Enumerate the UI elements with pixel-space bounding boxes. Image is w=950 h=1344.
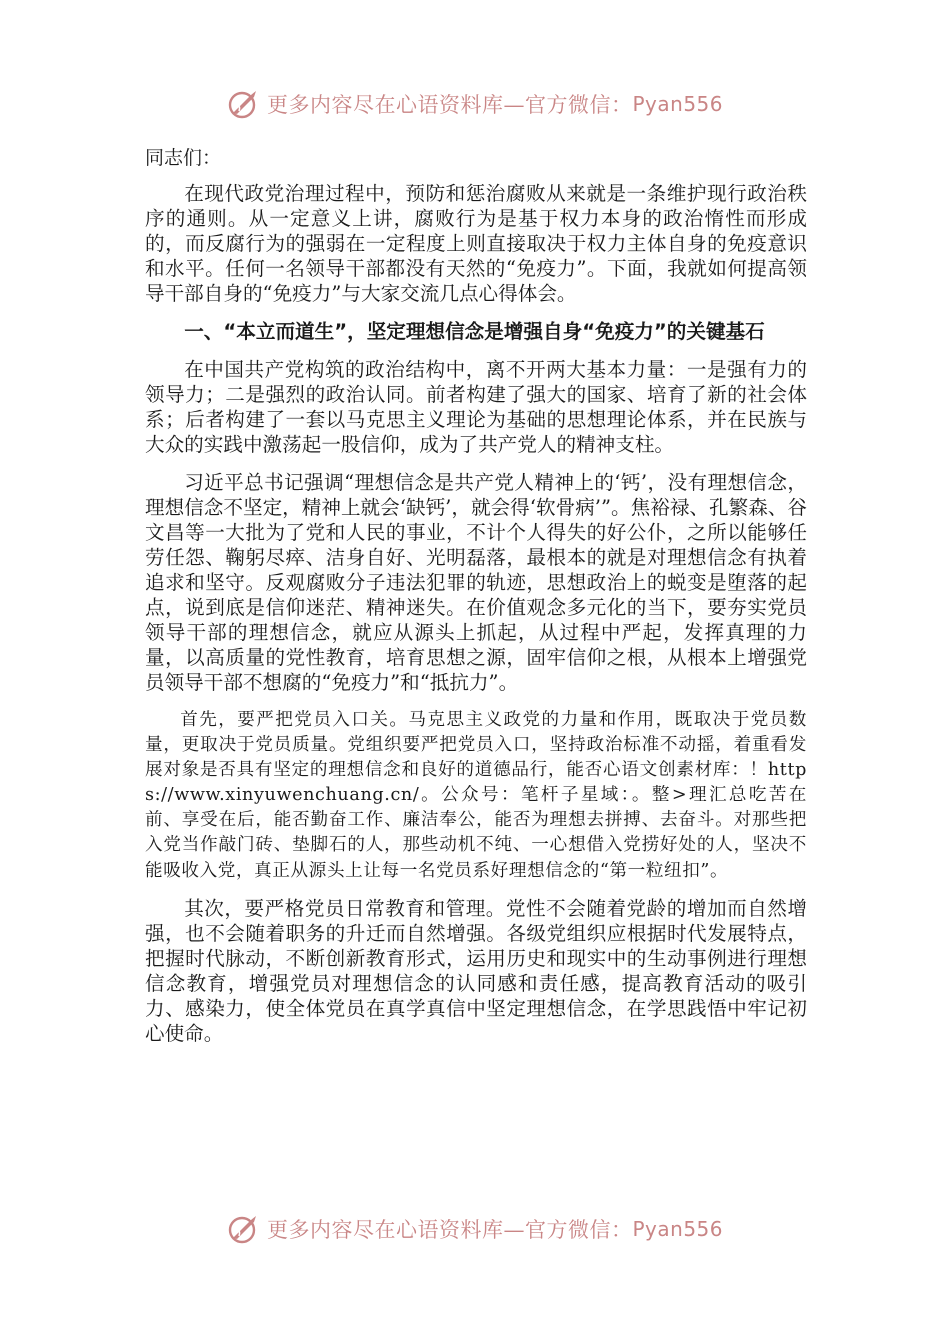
pen-logo-icon [227,1212,261,1246]
paragraph-4: 其次，要严格党员日常教育和管理。党性不会随着党龄的增加而自然增强，也不会随着职务的升迁而自然增强。各级党组织应根据时代发展特点，把握时代脉动，不断创新教育形式，运用历史和现实中的生动事例进行理想信念教育，增强党员对理想信念的认同感和责任感，提高教育活动的吸引力、感染力，使全体党员在真学真信中坚定理想信念，在学思践悟中牢记初心使命。 [145,896,807,1045]
paragraph-2: 习近平总书记强调“理想信念是共产党人精神上的‘钙’，没有理想信念，理想信念不坚定，精神上就会‘缺钙’，就会得‘软骨病’”。焦裕禄、孔繁森、谷文昌等一大批为了党和人民的事业，不计个人得失的好公仆，之所以能够任劳任怨、鞠躬尽瘁、洁身自好、光明磊落，最根本的就是对理想信念有执着追求和坚守。反观腐败分子违法犯罪的轨迹，思想政治上的蜕变是堕落的起点，说到底是信仰迷茫、精神迷失。在价值观念多元化的当下，要夯实党员领导干部的理想信念，就应从源头上抓起，从过程中严起，发挥真理的力量，以高质量的党性教育，培育思想之源，固牢信仰之根，从根本上增强党员领导干部不想腐的“免疫力”和“抵抗力”。 [145,471,807,694]
paragraph-1: 在中国共产党构筑的政治结构中，离不开两大基本力量：一是强有力的领导力；二是强烈的政治认同。前者构建了强大的国家、培育了新的社会体系；后者构建了一套以马克思主义理论为基础的思想理论体系，并在民族与大众的实践中激荡起一股信仰，成为了共产党人的精神支柱。 [145,358,807,456]
banner-wechat-id: Pyan556 [632,92,723,116]
banner-text: 更多内容尽在心语资料库—官方微信： [266,93,633,117]
header-watermark-banner [0,84,950,124]
pen-logo-icon [227,87,261,121]
paragraph-3: 首先，要严把党员入口关。马克思主义政党的力量和作用，既取决于党员数量，更取决于党员质量。党组织要严把党员入口，坚持政治标准不动摇，着重看发展对象是否具有坚定的理想信念和良好的道德品行，能否心语文创素材库：！https://www.xinyuwenchuang.cn/。公众号：笔杆子星域：。整>理汇总吃苦在前、享受在后，能否勤奋工作、廉洁奉公，能否为理想去拼搏、去奋斗。对那些把入党当作敲门砖、垫脚石的人，那些动机不纯、一心想借入党捞好处的人，坚决不能吸收入党，真正从源头上让每一名党员系好理想信念的“第一粒纽扣”。 [145,710,807,881]
intro-paragraph: 在现代政党治理过程中，预防和惩治腐败从来就是一条维护现行政治秩序的通则。从一定意义上讲，腐败行为是基于权力本身的政治惰性而形成的，而反腐行为的强弱在一定程度上则直接取决于权力主体自身的免疫意识和水平。任何一名领导干部都没有天然的“免疫力”。下面，我就如何提高领导干部自身的“免疫力”与大家交流几点心得体会。 [145,182,807,305]
section-heading-1: 一、“本立而道生”，坚定理想信念是增强自身“免疫力”的关键基石 [184,320,765,343]
salutation: 同志们： [145,147,222,169]
footer-watermark-banner [0,1209,950,1249]
banner-text: 更多内容尽在心语资料库—官方微信： [266,1218,633,1242]
document-body [145,146,807,1059]
banner-wechat-id: Pyan556 [632,1217,723,1241]
